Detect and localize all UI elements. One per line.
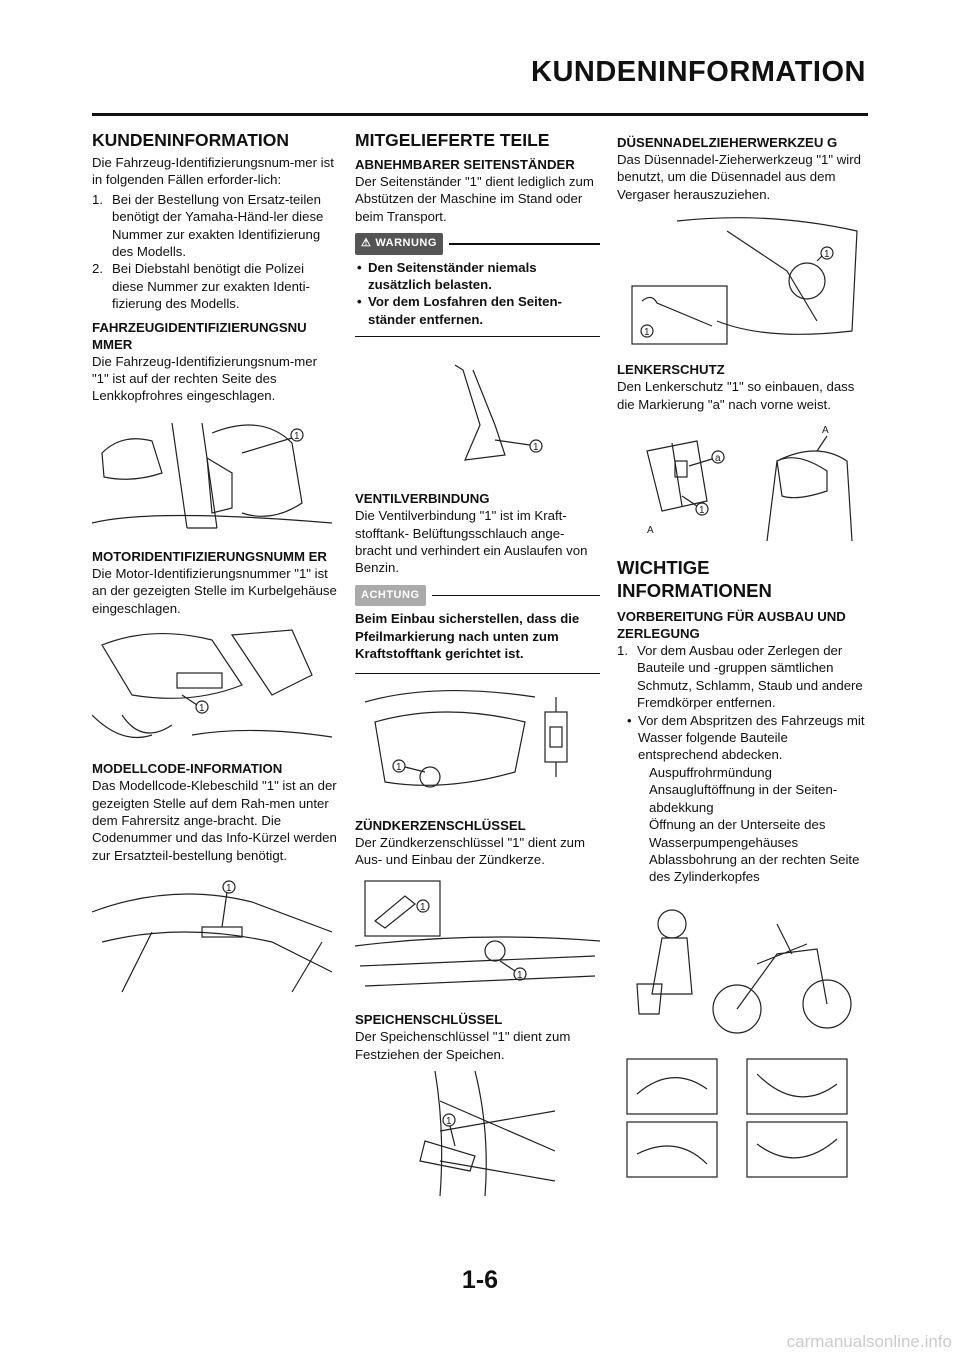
handlebar-guard-text: Den Lenkerschutz "1" so einbauen, dass die Markierung "a" nach vorne weist. bbox=[617, 379, 855, 412]
header-rule bbox=[92, 113, 868, 116]
callout-1: 1 bbox=[420, 902, 426, 914]
reasons-list bbox=[92, 191, 337, 313]
covered-parts-illustrations bbox=[617, 1054, 862, 1184]
spoke-wrench-illustration bbox=[355, 1071, 595, 1196]
callout-1: 1 bbox=[226, 883, 232, 895]
list-number: 2. bbox=[92, 261, 103, 277]
engine-number-heading: MOTORIDENTIFIZIERUNGSNUMM ER bbox=[92, 548, 327, 564]
warning-label: WARNUNG bbox=[375, 237, 437, 250]
covered-parts-list bbox=[617, 764, 867, 886]
list-item bbox=[92, 191, 337, 261]
spoke-wrench-text: Der Speichenschlüssel "1" dient zum Festziehen der Speichen. bbox=[355, 1029, 571, 1062]
caution-text: Beim Einbau sicherstellen, dass die Pfeilmarkierung nach unten zum Kraftstofftank gerichtet ist. bbox=[355, 611, 580, 662]
side-stand-illustration bbox=[355, 345, 595, 480]
view-label-A: A bbox=[822, 425, 829, 437]
prep-heading: VORBEREITUNG FÜR AUSBAU UND ZERLEGUNG bbox=[617, 609, 846, 642]
vin-heading: FAHRZEUGIDENTIFIZIERUNGSNU MMER bbox=[92, 319, 307, 352]
plug-wrench-illustration bbox=[355, 876, 600, 1001]
warning-icon: ⚠ bbox=[361, 237, 372, 250]
model-code-illustration bbox=[92, 872, 332, 1002]
caution-header bbox=[355, 585, 600, 606]
covered-part-item: Auspuffrohrmündung bbox=[649, 764, 772, 780]
callout-1: 1 bbox=[699, 505, 705, 517]
covered-part-item: Ablassbohrung an der rechten Seite des Zylinderkopfes bbox=[649, 851, 860, 885]
warning-rule bbox=[449, 243, 600, 245]
callout-1: 1 bbox=[199, 703, 205, 715]
spoke-wrench-heading: SPEICHENSCHLÜSSEL bbox=[355, 1012, 503, 1028]
watermark: carmanualsonline.info bbox=[786, 1332, 952, 1351]
column-3 bbox=[617, 128, 867, 1194]
model-code-heading: MODELLCODE-INFORMATION bbox=[92, 761, 283, 777]
callout-1: 1 bbox=[446, 1116, 452, 1128]
caution-rule bbox=[432, 595, 601, 597]
warning-item: • Vor dem Losfahren den Seiten-ständer entfernen. bbox=[355, 293, 600, 328]
warning-item: • Den Seitenständer niemals zusätzlich belasten. bbox=[355, 259, 600, 294]
covered-part-item: Ansaugluftöffnung in der Seiten-abdekkung bbox=[649, 782, 838, 815]
section-title-mitgelieferte-teile: MITGELIEFERTE TEILE bbox=[355, 130, 550, 150]
column-2 bbox=[355, 128, 600, 1206]
plug-wrench-heading: ZÜNDKERZENSCHLÜSSEL bbox=[355, 817, 526, 833]
model-code-text: Das Modellcode-Klebeschild "1" ist an der gezeigten Stelle auf dem Rah-men unter dem Fahrersitz ange-bracht. Die Codenummer und das Info-Kürzel werden zur Ersatzteil-bestellung benötigt. bbox=[92, 778, 337, 863]
list-number: 1. bbox=[92, 191, 103, 207]
covered-part-item: Öffnung an der Unterseite des Wasserpumpengehäuses bbox=[649, 817, 826, 850]
page-header-title: KUNDENINFORMATION bbox=[531, 56, 866, 88]
list-text: Bei der Bestellung von Ersatz-teilen benötigt der Yamaha-Händ-ler diese Nummer zur exakten Identifizierung des Modells. bbox=[112, 191, 324, 260]
stand-heading: ABNEHMBARER SEITENSTÄNDER bbox=[355, 157, 575, 172]
callout-a: a bbox=[715, 453, 721, 465]
list-number: 1. bbox=[617, 643, 628, 659]
valve-joint-text: Die Ventilverbindung "1" ist im Kraft-stofftank- Belüftungsschlauch ange-bracht und verhindert ein Auslaufen von Benzin. bbox=[355, 508, 588, 576]
list-text: Vor dem Ausbau oder Zerlegen der Bauteile und -gruppen sämtlichen Schmutz, Schlamm, Staub und andere Fremdkörper entfernen. bbox=[637, 643, 863, 711]
page-number: 1-6 bbox=[461, 1266, 499, 1294]
washing-motorcycle-illustration bbox=[617, 894, 862, 1044]
view-label-A: A bbox=[647, 525, 654, 537]
caution-body bbox=[355, 610, 600, 673]
callout-1: 1 bbox=[644, 327, 650, 339]
stand-text: Der Seitenständer "1" dient lediglich zum Abstützen der Maschine im Stand oder beim Transport. bbox=[355, 174, 594, 224]
vin-text: Die Fahrzeug-Identifizierungsnum-mer "1" ist auf der rechten Seite des Lenkkopfrohres eingeschlagen. bbox=[92, 353, 318, 404]
engine-number-illustration bbox=[92, 625, 332, 750]
section-title-kundeninformation: KUNDENINFORMATION bbox=[92, 130, 290, 150]
list-text: Bei Diebstahl benötigt die Polizei diese Nummer zur exakten Identi-fizierung des Modells. bbox=[112, 261, 310, 312]
list-item bbox=[92, 260, 337, 312]
callout-1: 1 bbox=[824, 249, 830, 261]
callout-1: 1 bbox=[294, 430, 300, 442]
intro-text: Die Fahrzeug-Identifizierungsnum-mer ist in folgenden Fällen erforder-lich: bbox=[92, 155, 334, 188]
prep-list bbox=[617, 642, 867, 712]
needle-puller-text: Das Düsennadel-Zieherwerkzeug "1" wird benutzt, um die Düsennadel aus dem Vergaser herauszuziehen. bbox=[617, 152, 861, 202]
prep-bullets bbox=[617, 712, 867, 764]
handlebar-guard-illustration bbox=[617, 421, 862, 546]
warning-badge bbox=[355, 233, 443, 254]
needle-puller-heading: DÜSENNADELZIEHERWERKZEU G bbox=[617, 135, 838, 150]
callout-1: 1 bbox=[533, 442, 539, 454]
warning-header bbox=[355, 233, 600, 254]
list-item bbox=[617, 642, 867, 712]
valve-joint-illustration bbox=[355, 682, 595, 807]
vin-location-illustration bbox=[92, 413, 332, 538]
caution-badge: ACHTUNG bbox=[355, 585, 426, 606]
callout-1: 1 bbox=[517, 970, 523, 982]
column-1 bbox=[92, 128, 337, 1012]
handlebar-guard-heading: LENKERSCHUTZ bbox=[617, 362, 725, 378]
needle-puller-illustration bbox=[617, 211, 862, 351]
bullet-item: • Vor dem Abspritzen des Fahrzeugs mit Wasser folgende Bauteile entsprechend abdecken. bbox=[625, 712, 867, 764]
section-title-wichtige-informationen: WICHTIGE INFORMATIONEN bbox=[617, 557, 772, 602]
warning-body bbox=[355, 259, 600, 338]
callout-1: 1 bbox=[396, 761, 402, 773]
plug-wrench-text: Der Zündkerzenschlüssel "1" dient zum Aus- und Einbau der Zündkerze. bbox=[355, 834, 585, 867]
valve-joint-heading: VENTILVERBINDUNG bbox=[355, 491, 490, 507]
engine-number-text: Die Motor-Identifizierungsnummer "1" ist an der gezeigten Stelle im Kurbelgehäuse eingeschlagen. bbox=[92, 565, 337, 616]
